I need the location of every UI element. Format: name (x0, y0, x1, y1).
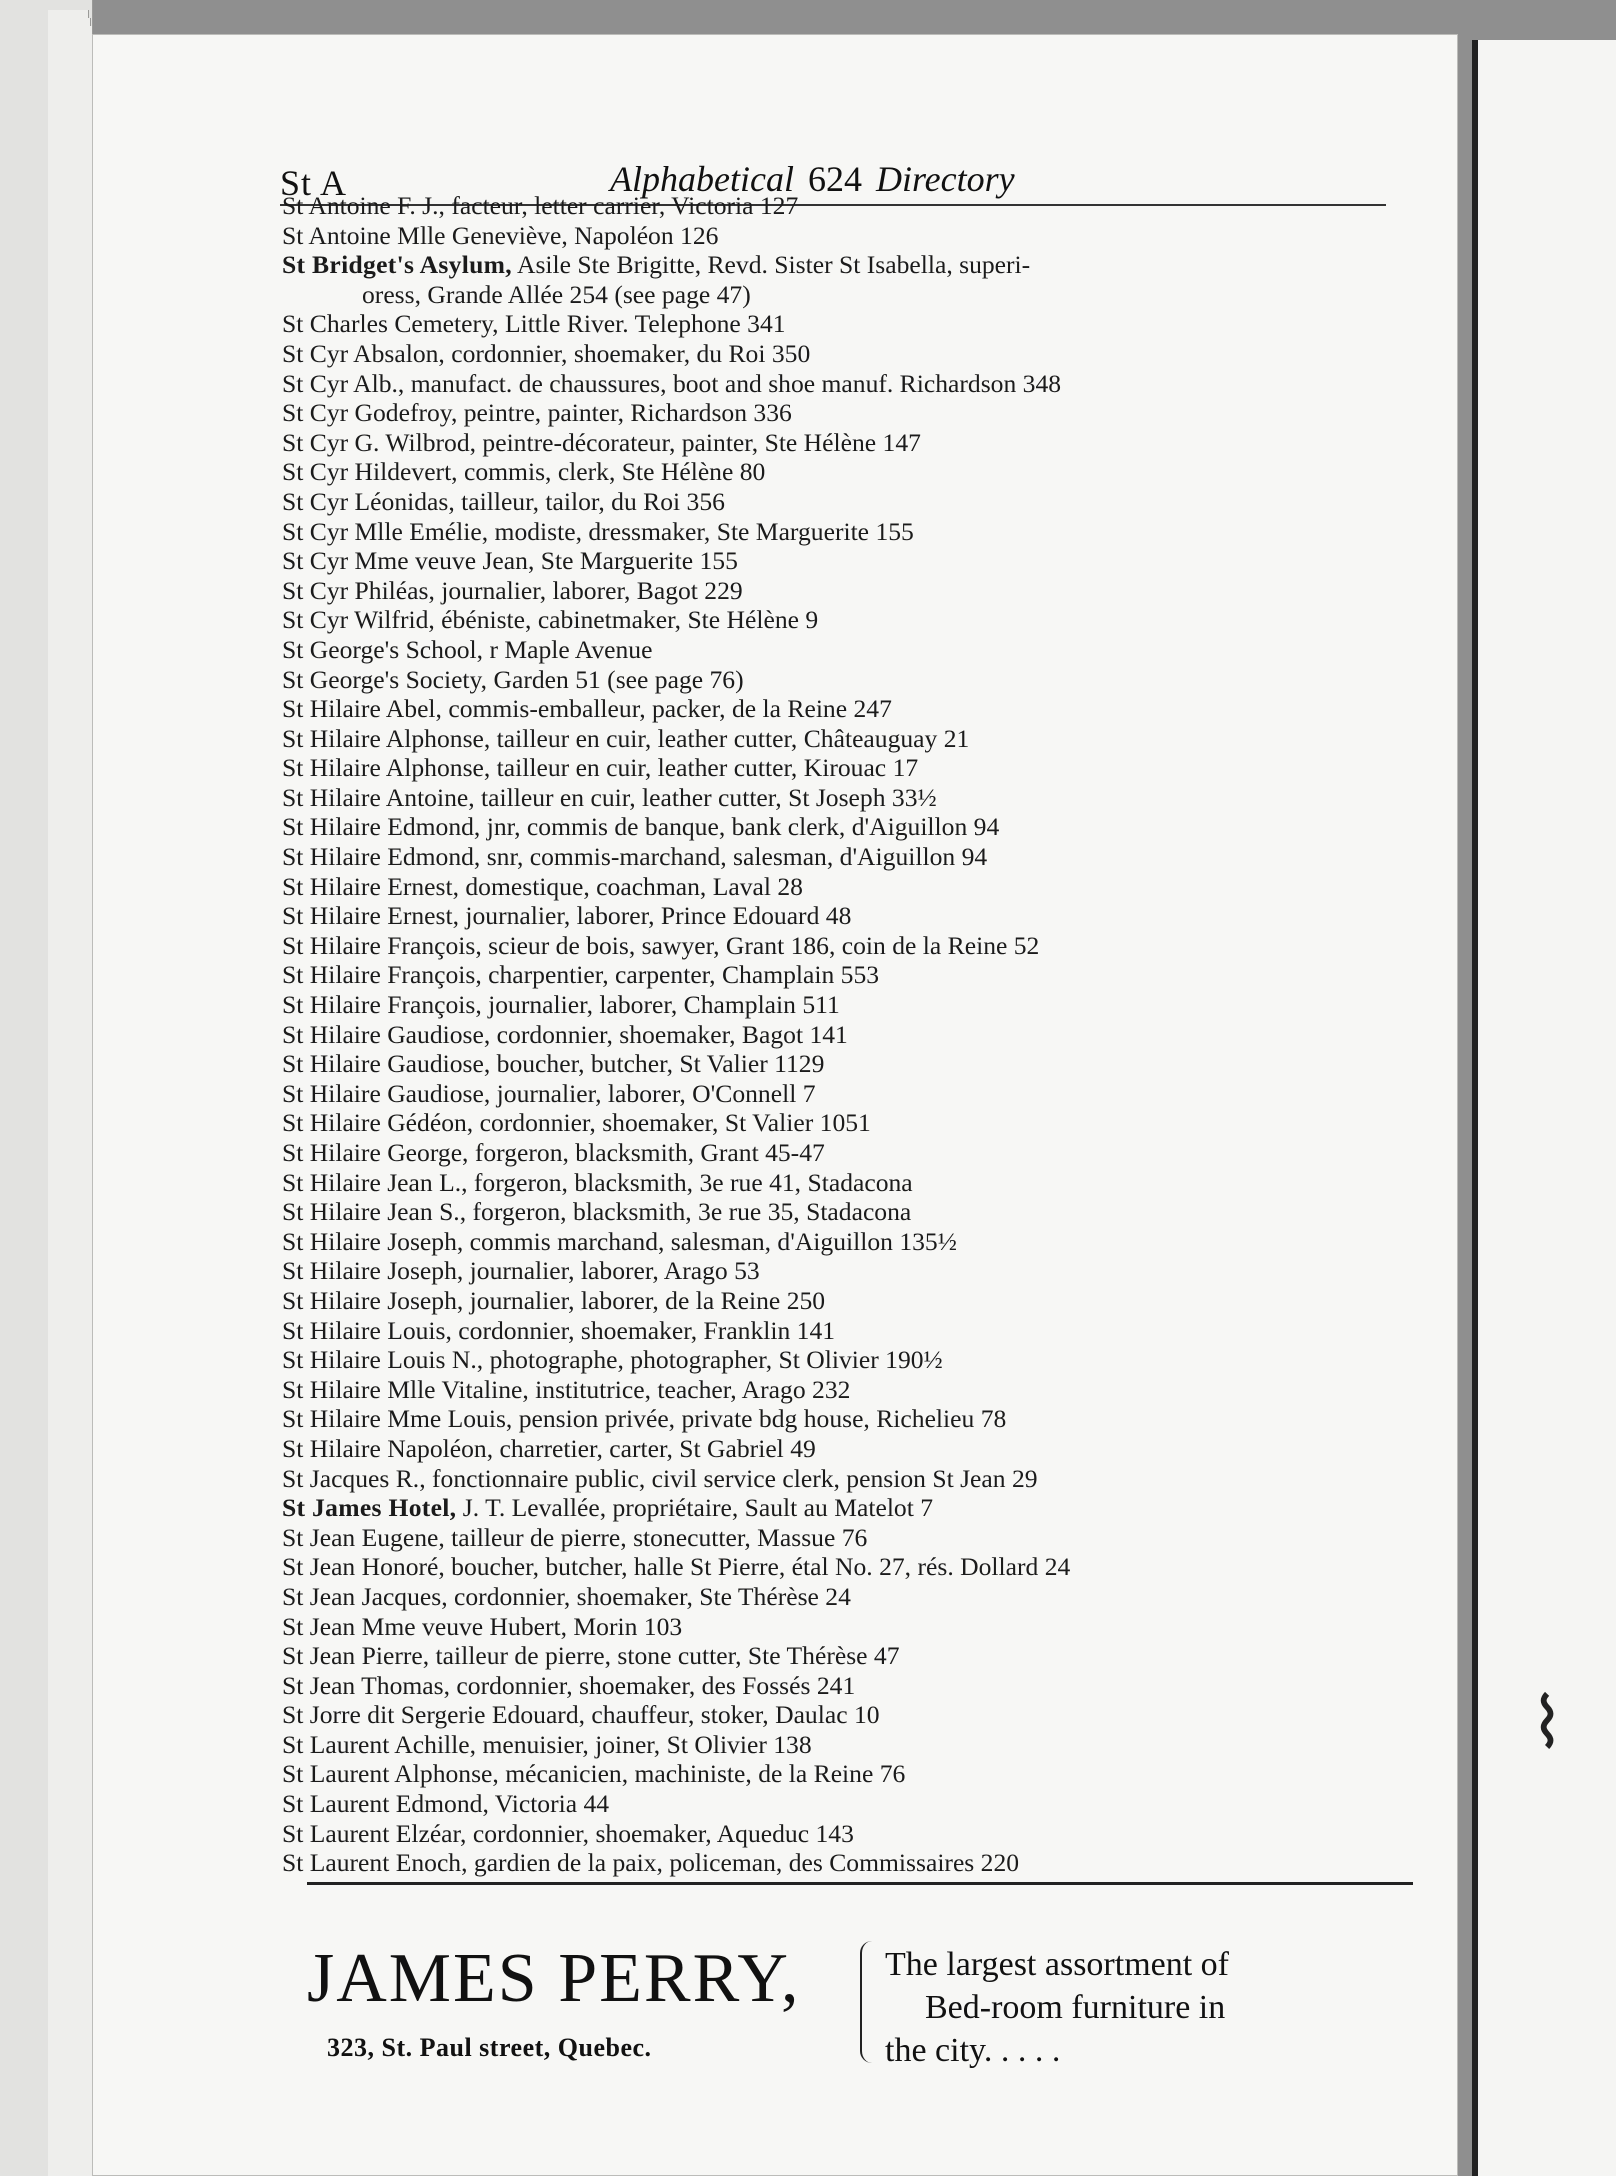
directory-entry (282, 1789, 1422, 1819)
directory-entry (282, 1138, 1422, 1168)
entry-text: St Cyr Wilfrid, ébéniste, cabinetmaker, Ste Hélène 9 (282, 605, 819, 635)
directory-entry (282, 1316, 1422, 1346)
directory-entry (282, 1552, 1422, 1582)
directory-entry (282, 398, 1422, 428)
directory-entry (282, 753, 1422, 783)
facing-page (1472, 40, 1616, 2176)
directory-entry (282, 724, 1422, 754)
directory-entry (282, 576, 1422, 606)
entry-text: Asile Ste Brigitte, Revd. Sister St Isabella, superi- (511, 250, 1031, 280)
entry-text: St Hilaire George, forgeron, blacksmith, Grant 45-47 (282, 1138, 825, 1167)
entry-text: St Hilaire Ernest, domestique, coachman, Laval 28 (282, 871, 803, 901)
directory-entry (282, 1730, 1422, 1760)
entry-text: St Hilaire Mlle Vitaline, institutrice, teacher, Arago 232 (282, 1374, 851, 1404)
entry-text: St Hilaire Abel, commis-emballeur, packer, de la Reine 247 (282, 694, 892, 724)
entry-text: St Laurent Elzéar, cordonnier, shoemaker, Aqueduc 143 (282, 1818, 854, 1848)
entry-text: St Hilaire Jean L., forgeron, blacksmith, 3e rue 41, Stadacona (282, 1167, 913, 1197)
entry-text: St Jean Eugene, tailleur de pierre, stonecutter, Massue 76 (282, 1522, 868, 1552)
entry-text: St Jean Mme veuve Hubert, Morin 103 (282, 1611, 683, 1641)
directory-entry (282, 1168, 1422, 1198)
entry-text: St Jorre dit Sergerie Edouard, chauffeur, stoker, Daulac 10 (282, 1700, 880, 1730)
directory-entry (282, 783, 1422, 813)
advertisement (307, 1882, 1413, 2085)
pencil-mark: ⌇ (1530, 1686, 1565, 1763)
directory-entry (282, 250, 1422, 280)
entry-text: St George's Society, Garden 51 (see page 76) (282, 664, 744, 694)
directory-entry (282, 1049, 1422, 1079)
entry-text: oress, Grande Allée 254 (see page 47) (362, 279, 751, 309)
entry-text: St Cyr Léonidas, tailleur, tailor, du Roi 356 (282, 486, 725, 516)
directory-entry (282, 1256, 1422, 1286)
entry-text: St Hilaire Ernest, journalier, laborer, Prince Edouard 48 (282, 901, 852, 931)
entry-text: St Jean Thomas, cordonnier, shoemaker, des Fossés 241 (282, 1670, 856, 1700)
entry-text: St Hilaire Louis N., photographe, photographer, St Olivier 190½ (282, 1345, 943, 1375)
entry-text: St Hilaire François, journalier, laborer, Champlain 511 (282, 990, 840, 1020)
entry-text: St Hilaire Alphonse, tailleur en cuir, leather cutter, Kirouac 17 (282, 753, 919, 783)
directory-entry (282, 1641, 1422, 1671)
ad-text (885, 1943, 1229, 2072)
directory-entry (282, 221, 1422, 251)
entry-text: St Hilaire Edmond, snr, commis-marchand, salesman, d'Aiguillon 94 (282, 842, 988, 872)
entry-text: St Hilaire Gaudiose, cordonnier, shoemaker, Bagot 141 (282, 1019, 848, 1049)
entry-text: St Laurent Edmond, Victoria 44 (282, 1789, 610, 1819)
directory-entry (282, 1523, 1422, 1553)
entry-text: St Cyr Alb., manufact. de chaussures, boot and shoe manuf. Richardson 348 (282, 368, 1062, 398)
directory-entry (282, 369, 1422, 399)
directory-entry (282, 1108, 1422, 1138)
directory-entry (282, 309, 1422, 339)
directory-entry (282, 1020, 1422, 1050)
entry-text: J. T. Levallée, propriétaire, Sault au Matelot 7 (456, 1493, 934, 1523)
directory-entry (282, 457, 1422, 487)
directory-entry (282, 960, 1422, 990)
entry-text: St Hilaire Mme Louis, pension privée, private bdg house, Richelieu 78 (282, 1404, 1007, 1434)
page-number: 624 (807, 159, 862, 199)
directory-entry (282, 901, 1422, 931)
entry-text: St Laurent Alphonse, mécanicien, machiniste, de la Reine 76 (282, 1759, 906, 1789)
directory-page (92, 34, 1458, 2176)
directory-entry (282, 280, 1422, 310)
entry-text: St Hilaire Gaudiose, boucher, butcher, St Valier 1129 (282, 1049, 825, 1079)
directory-entry (282, 1345, 1422, 1375)
directory-entry (282, 428, 1422, 458)
directory-entry (282, 665, 1422, 695)
entry-text: St Jean Jacques, cordonnier, shoemaker, Ste Thérèse 24 (282, 1581, 851, 1611)
directory-entry (282, 1759, 1422, 1789)
directory-entry (282, 605, 1422, 635)
directory-entry (282, 487, 1422, 517)
directory-entry (282, 517, 1422, 547)
directory-entries (282, 191, 1422, 1878)
page-edge-3 (72, 26, 93, 2176)
entry-text: St Hilaire Antoine, tailleur en cuir, leather cutter, St Joseph 33½ (282, 782, 937, 812)
entry-bold-name: St James Hotel, (282, 1493, 457, 1523)
directory-entry (282, 1286, 1422, 1316)
directory-entry (282, 1079, 1422, 1109)
directory-entry (282, 812, 1422, 842)
entry-text: St Cyr Godefroy, peintre, painter, Richardson 336 (282, 398, 792, 428)
entry-text: St Hilaire Joseph, journalier, laborer, Arago 53 (282, 1256, 760, 1286)
entry-text: St Cyr G. Wilbrod, peintre-décorateur, painter, Ste Hélène 147 (282, 427, 921, 457)
directory-entry (282, 1848, 1422, 1878)
directory-entry (282, 931, 1422, 961)
entry-text: St Hilaire Napoléon, charretier, carter, St Gabriel 49 (282, 1433, 816, 1463)
entry-text: St Jean Pierre, tailleur de pierre, stone cutter, Ste Thérèse 47 (282, 1641, 900, 1671)
directory-entry (282, 339, 1422, 369)
section-label: St A (280, 163, 348, 203)
directory-entry (282, 1464, 1422, 1494)
ad-line: the city. . . . . (885, 2032, 1061, 2069)
directory-entry (282, 1819, 1422, 1849)
ad-address: 323, St. Paul street, Quebec. (327, 2033, 652, 2062)
directory-entry (282, 1493, 1422, 1523)
entry-text: St Hilaire Jean S., forgeron, blacksmith, 3e rue 35, Stadacona (282, 1197, 912, 1227)
entry-text: St Hilaire Louis, cordonnier, shoemaker, Franklin 141 (282, 1315, 836, 1345)
directory-entry (282, 1404, 1422, 1434)
directory-entry (282, 1671, 1422, 1701)
directory-entry (282, 1434, 1422, 1464)
entry-text: St Hilaire Gaudiose, journalier, laborer, O'Connell 7 (282, 1078, 816, 1108)
entry-text: St Laurent Achille, menuisier, joiner, St Olivier 138 (282, 1729, 812, 1759)
directory-entry (282, 842, 1422, 872)
entry-text: St Hilaire François, scieur de bois, sawyer, Grant 186, coin de la Reine 52 (282, 930, 1040, 960)
entry-text: St Jean Honoré, boucher, butcher, halle St Pierre, étal No. 27, rés. Dollard 24 (282, 1552, 1071, 1582)
directory-entry (282, 635, 1422, 665)
entry-text: St Hilaire Joseph, journalier, laborer, de la Reine 250 (282, 1285, 826, 1315)
directory-entry (282, 1197, 1422, 1227)
entry-text: St Hilaire Gédéon, cordonnier, shoemaker, St Valier 1051 (282, 1108, 871, 1138)
entry-text: St Hilaire Edmond, jnr, commis de banque, bank clerk, d'Aiguillon 94 (282, 812, 1000, 842)
entry-text: St Jacques R., fonctionnaire public, civil service clerk, pension St Jean 29 (282, 1463, 1038, 1493)
directory-entry (282, 694, 1422, 724)
entry-text: St Cyr Mlle Emélie, modiste, dressmaker, Ste Marguerite 155 (282, 516, 914, 546)
entry-text: St Cyr Hildevert, commis, clerk, Ste Hélène 80 (282, 457, 766, 487)
directory-entry (282, 191, 1422, 221)
entry-text: St George's School, r Maple Avenue (282, 634, 653, 664)
ad-name: JAMES PERRY, (307, 1940, 801, 2017)
entry-text: St Cyr Absalon, cordonnier, shoemaker, du Roi 350 (282, 338, 811, 368)
directory-entry (282, 872, 1422, 902)
entry-text: St Hilaire François, charpentier, carpenter, Champlain 553 (282, 960, 880, 990)
entry-text: St Cyr Mme veuve Jean, Ste Marguerite 155 (282, 546, 738, 576)
ad-line: The largest assortment of (885, 1946, 1230, 1983)
entry-text: St Antoine F. J., facteur, letter carrier, Victoria 127 (282, 191, 799, 220)
entry-bold-name: St Bridget's Asylum, (282, 250, 512, 280)
entry-text: St Charles Cemetery, Little River. Telephone 341 (282, 309, 786, 339)
directory-entry (282, 1227, 1422, 1257)
directory-entry (282, 990, 1422, 1020)
directory-entry (282, 1375, 1422, 1405)
directory-entry (282, 546, 1422, 576)
title-right: Directory (875, 159, 1015, 199)
directory-entry (282, 1612, 1422, 1642)
entry-text: St Laurent Enoch, gardien de la paix, policeman, des Commissaires 220 (282, 1848, 1020, 1878)
entry-text: St Antoine Mlle Geneviève, Napoléon 126 (282, 220, 719, 250)
entry-text: St Hilaire Joseph, commis marchand, salesman, d'Aiguillon 135½ (282, 1226, 957, 1256)
entry-text: St Hilaire Alphonse, tailleur en cuir, leather cutter, Châteauguay 21 (282, 723, 970, 753)
entry-text: St Cyr Philéas, journalier, laborer, Bagot 229 (282, 575, 743, 605)
title-left: Alphabetical (610, 159, 794, 199)
ad-line: Bed-room furniture in (925, 1989, 1226, 2026)
directory-entry (282, 1582, 1422, 1612)
brace-icon (860, 1941, 876, 2063)
directory-entry (282, 1700, 1422, 1730)
